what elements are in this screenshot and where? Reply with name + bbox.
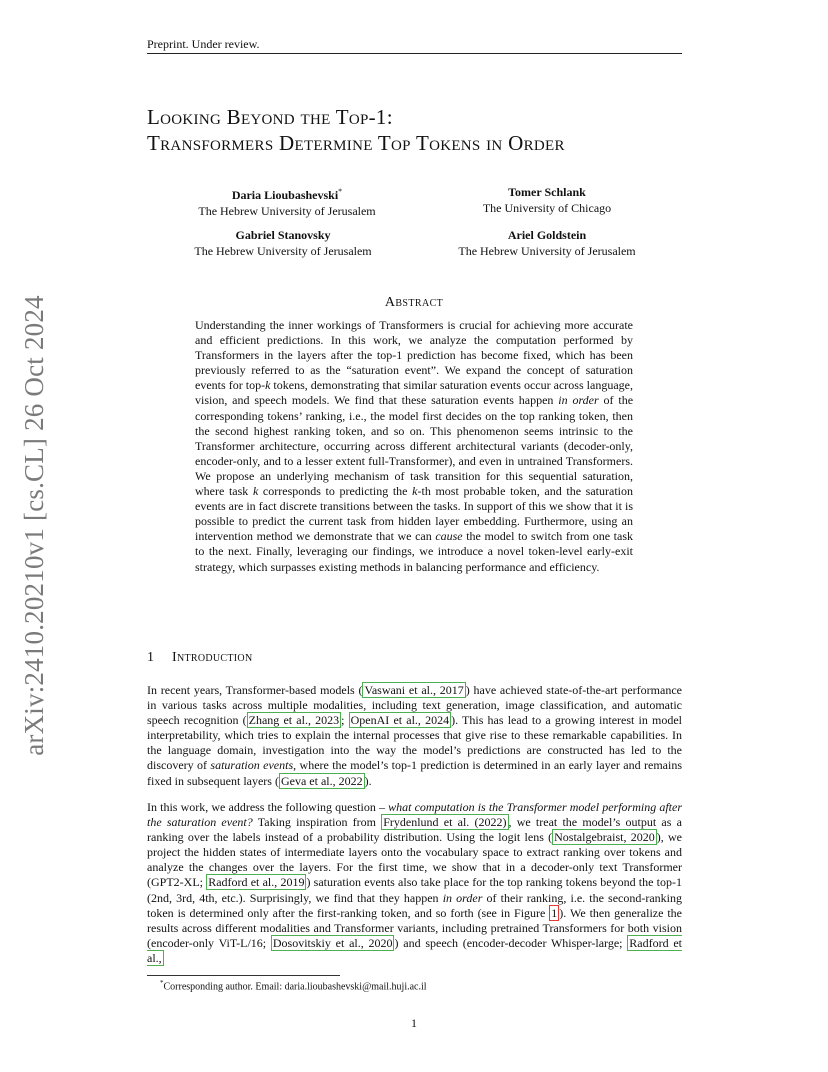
figure-link[interactable]: 1 <box>551 905 558 920</box>
footnote-text: Corresponding author. Email: daria.lioubashevski@mail.huji.ac.il <box>163 981 427 993</box>
citation-link[interactable]: OpenAI et al., 2024 <box>350 713 450 728</box>
intro-paragraph-2: In this work, we address the following question – what computation is the Transformer model performing after the saturation event? Taking inspiration from Frydenlund et al. (2022) , we treat the model’s output as a ranking over the labels instead of a probability distribution. Using the logit lens ( Nostalgebraist, 2020 ), we project the hidden states of intermediate layers onto the vocabulary space to extract ranking over tokens and analyze the changes over the layers. For the first time, we show that in a decoder-only text Transformer (GPT2-XL; Radford et al., 2019 ) saturation events also take place for the top ranking tokens beyond the top-1 (2nd, 3rd, 4th, etc.). Surprisingly, we find that they happen in order of their ranking, i.e. the second-ranking token is determined only after the first-ranking token, and so forth (see in Figure 1 ). We then generalize the results across different modalities and Transformer variants, including pretrained Transformers for both vision (encoder-only ViT-L/16; Dosovitskiy et al., 2020 ) and speech (encoder-decoder Whisper-large; Radford et al., <box>147 800 683 965</box>
citation-link[interactable]: Radford et al., <box>147 935 682 965</box>
intro-paragraph-1: In recent years, Transformer-based models ( Vaswani et al., 2017 ) have achieved state-of-the-art performance in various tasks across multiple modalities, including text generation, image classification, and automatic speech recognition ( Zhang et al., 2023 ; OpenAI et al., 2024 ). This has lead to a growing interest in model interpretability, which tries to explain the internal processes that give rise to these remarkable capabilities. In the language domain, investigation into the way the model’s predictions are constructed has led to the discovery of saturation events, where the model’s top-1 prediction is determined in an early layer and remains fixed in subsequent layers ( Geva et al., 2022 ). <box>147 683 683 788</box>
author-name: Gabriel Stanovsky <box>235 228 331 242</box>
abstract-heading: Abstract <box>384 295 444 310</box>
footnote <box>160 979 427 992</box>
author-block <box>417 227 677 259</box>
footnote-rule <box>147 975 340 976</box>
section-number: 1 <box>147 650 155 665</box>
author-block <box>417 184 677 216</box>
author-affiliation: The University of Chicago <box>482 201 612 215</box>
header-rule <box>147 53 682 54</box>
author-affiliation: The Hebrew University of Jerusalem <box>194 244 372 258</box>
section-heading <box>147 650 252 666</box>
author-name: Tomer Schlank <box>508 185 586 199</box>
author-affiliation: The Hebrew University of Jerusalem <box>458 244 636 258</box>
author-name: Ariel Goldstein <box>507 228 587 242</box>
abstract-body: Understanding the inner workings of Transformers is crucial for achieving more accurate and efficient predictions. In this work, we analyze the computation performed by Transformers in the layers after the top-1 prediction has become fixed, which has been previously referred to as the “saturation event”. We expand the concept of saturation events for top-k tokens, demonstrating that similar saturation events occur across language, vision, and speech models. We find that these saturation events happen in order of the corresponding tokens’ ranking, i.e., the model first decides on the top ranking token, then the second highest ranking token, and so on. This phenomenon seems intrinsic to the Transformer architecture, occurring across different architectural variants (decoder-only, encoder-only, and to a lesser extent full-Transformer), and even in untrained Transformers. We propose an underlying mechanism of task transition for this sequential saturation, where task k corresponds to predicting the k-th most probable token, and the saturation events are in fact discrete transitions between the tasks. In support of this we show that it is possible to predict the current task from hidden layer embedding. Furthermore, using an intervention method we demonstrate that we can cause the model to switch from one task to the next. Finally, leveraging our findings, we introduce a novel token-level early-exit strategy, which surpasses existing methods in balancing performance and efficiency. <box>195 318 634 574</box>
title-line-1: Looking Beyond the Top-1: <box>147 105 393 129</box>
title-line-2: Transformers Determine Top Tokens in Order <box>147 131 565 155</box>
citation-link[interactable]: Zhang et al., 2023 <box>248 713 340 728</box>
author-block <box>157 184 417 219</box>
running-header: Preprint. Under review. <box>147 37 260 51</box>
page-number: 1 <box>411 1016 417 1030</box>
citation-link[interactable]: Frydenlund et al. (2022) <box>383 815 507 830</box>
author-block <box>153 227 413 259</box>
section-title: Introduction <box>172 650 253 665</box>
citation-link[interactable]: Vaswani et al., 2017 <box>364 683 464 697</box>
footnote-mark[interactable]: * <box>338 187 343 196</box>
citation-link[interactable]: Radford et al., 2019 <box>208 875 305 890</box>
author-affiliation: The Hebrew University of Jerusalem <box>198 204 376 218</box>
paper-title <box>147 104 747 156</box>
citation-link[interactable]: Dosovitskiy et al., 2020 <box>272 935 393 950</box>
arxiv-stamp <box>14 290 54 760</box>
footnote-mark: * <box>160 979 164 987</box>
citation-link[interactable]: Geva et al., 2022 <box>280 773 363 788</box>
citation-link[interactable]: Nostalgebraist, 2020 <box>554 830 655 845</box>
author-name: Daria Lioubashevski* <box>231 187 343 202</box>
arxiv-stamp-text: arXiv:2410.20210v1 [cs.CL] 26 Oct 2024 <box>18 294 49 756</box>
